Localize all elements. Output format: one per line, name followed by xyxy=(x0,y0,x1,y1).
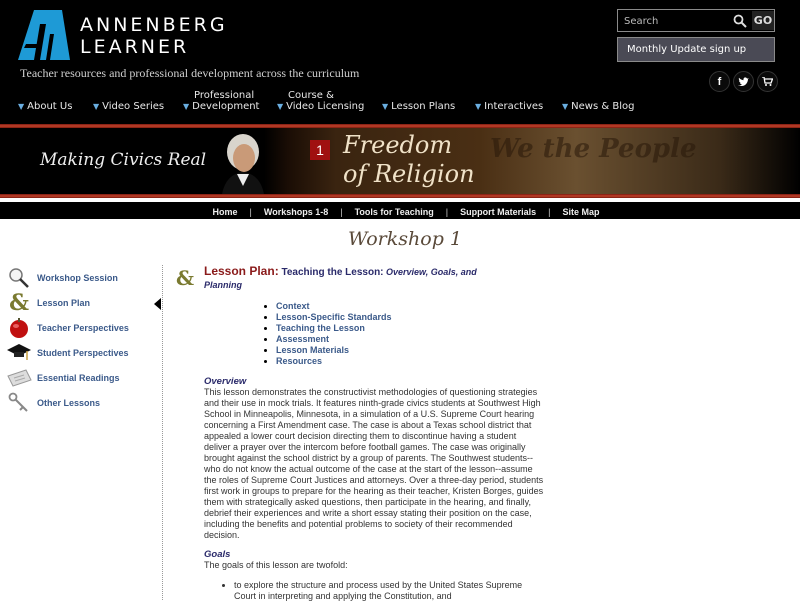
nav-label: About Us xyxy=(27,101,73,112)
banner-title xyxy=(343,131,475,189)
main-nav xyxy=(0,88,800,122)
sidebar-item-workshop-session[interactable] xyxy=(6,265,166,290)
workshop-banner xyxy=(0,128,800,194)
overview-section xyxy=(204,376,544,541)
goals-heading: Goals xyxy=(204,549,231,560)
dropdown-triangle-icon: ▼ xyxy=(183,102,190,111)
lesson-heading xyxy=(204,265,504,292)
search-go-button[interactable]: GO xyxy=(752,11,774,30)
nav-lesson-plans[interactable] xyxy=(382,101,455,112)
goals-list xyxy=(234,580,544,602)
sidebar-label: Workshop Session xyxy=(37,272,118,283)
nav-label: Lesson Plans xyxy=(391,101,456,112)
nav-label-line1: Professional xyxy=(194,90,255,101)
overview-heading: Overview xyxy=(204,376,247,387)
workshop-title: Workshop 1 xyxy=(348,228,462,250)
subnav-site-map[interactable]: Site Map xyxy=(562,207,600,217)
active-item-arrow-icon xyxy=(154,298,161,310)
key-icon xyxy=(6,391,32,415)
brand-line-2: LEARNER xyxy=(80,36,190,58)
nav-label: Video Series xyxy=(102,101,165,112)
separator: | xyxy=(249,207,252,217)
annenberg-logo-icon[interactable] xyxy=(18,10,70,60)
separator: | xyxy=(548,207,551,217)
workshop-number-badge: 1 xyxy=(310,140,330,160)
nav-interactives[interactable] xyxy=(475,101,543,112)
ampersand-icon: & xyxy=(176,266,195,290)
dropdown-triangle-icon: ▼ xyxy=(93,102,100,111)
nav-video-series[interactable] xyxy=(93,101,164,112)
overview-text: This lesson demonstrates the constructivist methodologies of questioning strategies and their use in mock trials. It features ninth-grade civics students at Southwest High School in Minneapolis, Minnesota, in a simulation of a U.S. Supreme Court hearing concerning a First Amendment case. The case is about a Texas school district that appealed a lower court decision directing them to discontinue having a student deliver a prayer over the intercom before football games. The case was originally brought against the school district by a group of parents. The Southwest students--who do not know the actual outcome of the case at the start of the lesson--assume the roles of Supreme Court Justices and attorneys. Over a three-day period, students first work in groups to prepare for the hearing as their teacher, Kristen Borges, guides them with strategically asked questions, then participate in the hearing, and finally, debrief their experiences and write a short essay stating their position on the case, including the benefits and potential problems to society of their recommended decision. xyxy=(204,387,544,540)
banner-title-line1: Freedom xyxy=(343,131,453,159)
banner-bottom-border xyxy=(0,194,800,198)
sidebar-item-essential-readings[interactable] xyxy=(6,365,166,390)
goals-section xyxy=(204,549,544,602)
search-box xyxy=(617,9,775,32)
dropdown-triangle-icon: ▼ xyxy=(277,102,284,111)
sidebar-label: Other Lessons xyxy=(37,397,101,408)
search-icon[interactable] xyxy=(733,14,747,28)
toc-item xyxy=(276,312,392,323)
nav-label: Interactives xyxy=(484,101,544,112)
toc-link-standards[interactable]: Lesson-Specific Standards xyxy=(276,312,392,322)
sidebar-item-other-lessons[interactable] xyxy=(6,390,166,415)
toc-link-resources[interactable]: Resources xyxy=(276,356,323,366)
toc-link-context[interactable]: Context xyxy=(276,301,310,311)
brand-line-1: ANNENBERG xyxy=(80,14,228,36)
nav-news-blog[interactable] xyxy=(562,101,634,112)
heading-lesson-plan: Lesson Plan: xyxy=(204,264,279,278)
sidebar-label: Lesson Plan xyxy=(37,297,91,308)
toc-item xyxy=(276,334,392,345)
subnav-tools-for-teaching[interactable]: Tools for Teaching xyxy=(354,207,434,217)
separator: | xyxy=(340,207,343,217)
nav-label-line1: Course & xyxy=(288,90,334,101)
sidebar-label: Student Perspectives xyxy=(37,347,129,358)
dropdown-triangle-icon: ▼ xyxy=(562,102,569,111)
nav-about-us[interactable] xyxy=(18,101,72,112)
subnav-workshops[interactable]: Workshops 1-8 xyxy=(263,207,329,217)
monthly-update-signup-button[interactable]: Monthly Update sign up xyxy=(617,37,775,62)
subnav-home[interactable]: Home xyxy=(212,207,238,217)
goals-intro: The goals of this lesson are twofold: xyxy=(204,560,348,570)
toc-item xyxy=(276,301,392,312)
nav-label: News & Blog xyxy=(571,101,635,112)
sidebar xyxy=(6,265,166,415)
toc-link-teaching[interactable]: Teaching the Lesson xyxy=(276,323,365,333)
workshop-subnav xyxy=(0,202,800,219)
we-the-people-text: We the People xyxy=(490,134,697,164)
book-icon xyxy=(6,366,32,390)
sidebar-divider xyxy=(162,265,163,600)
brand-name[interactable] xyxy=(80,14,228,58)
series-title: Making Civics Real xyxy=(40,150,207,170)
heading-teaching-lesson: Teaching the Lesson: xyxy=(278,267,384,278)
lesson-toc xyxy=(266,301,392,367)
toc-item xyxy=(276,345,392,356)
magnifier-icon xyxy=(6,266,32,290)
separator: | xyxy=(445,207,449,217)
toc-item xyxy=(276,323,392,334)
banner-title-line2: of Religion xyxy=(343,160,475,188)
toc-link-materials[interactable]: Lesson Materials xyxy=(276,345,350,355)
nav-professional-development[interactable] xyxy=(183,90,259,112)
sidebar-label: Essential Readings xyxy=(37,372,120,383)
sidebar-item-lesson-plan[interactable] xyxy=(6,290,166,315)
nav-label-line2: Video Licensing xyxy=(286,101,365,112)
toc-item xyxy=(276,356,392,367)
dropdown-triangle-icon: ▼ xyxy=(382,102,389,111)
ampersand-icon: & xyxy=(9,289,29,316)
sidebar-item-teacher-perspectives[interactable] xyxy=(6,315,166,340)
heading-subtitle: Overview, Goals, and Planning xyxy=(204,267,477,290)
subnav-support-materials[interactable]: Support Materials xyxy=(460,207,537,217)
madison-portrait-icon xyxy=(212,130,274,194)
search-input[interactable] xyxy=(624,13,724,29)
dropdown-triangle-icon: ▼ xyxy=(18,102,25,111)
graduation-cap-icon xyxy=(6,341,32,365)
sidebar-label: Teacher Perspectives xyxy=(37,322,129,333)
site-header xyxy=(0,0,800,124)
apple-icon xyxy=(6,316,32,340)
goals-item: • to explore the structure and process used by the United States Supreme Court in interpreting and applying the Constitution, and xyxy=(234,580,544,602)
facebook-icon[interactable]: f xyxy=(709,71,730,92)
tagline: Teacher resources and professional development across the curriculum xyxy=(20,66,360,80)
dropdown-triangle-icon: ▼ xyxy=(475,102,482,111)
toc-link-assessment[interactable]: Assessment xyxy=(276,334,330,344)
nav-course-video-licensing[interactable] xyxy=(277,90,364,112)
sidebar-item-student-perspectives[interactable] xyxy=(6,340,166,365)
nav-label-line2: Development xyxy=(192,101,260,112)
